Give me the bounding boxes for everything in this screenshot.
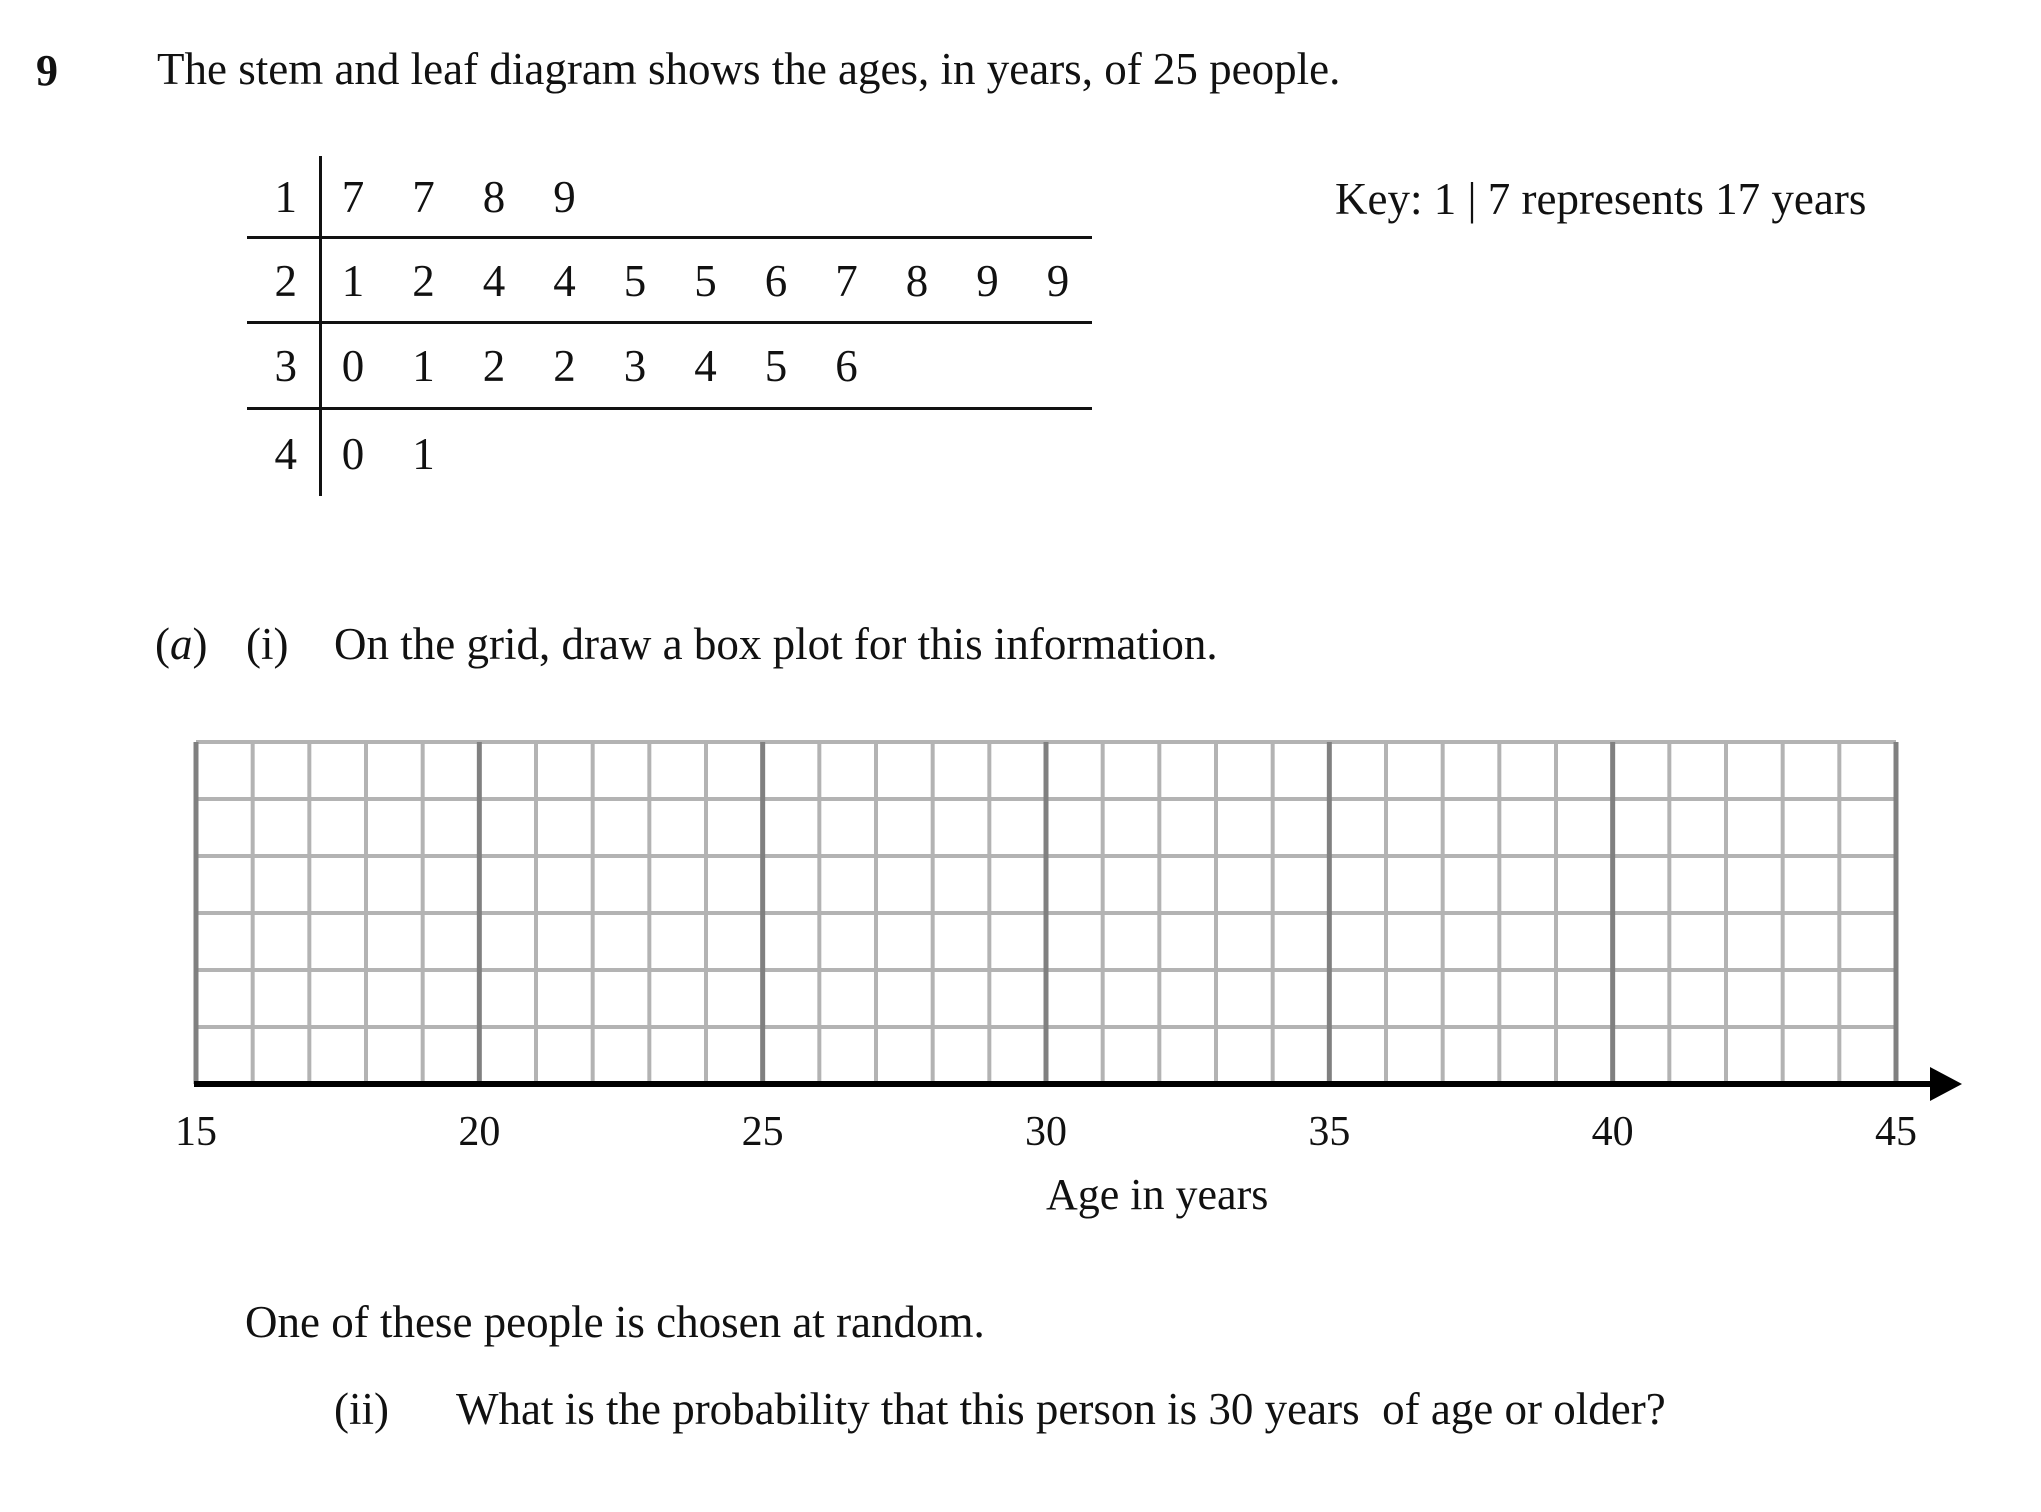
leaf-value: 2 (553, 341, 576, 391)
part-a-label: (a) (155, 619, 208, 669)
leaf-value: 9 (976, 256, 999, 306)
leaf-value: 9 (553, 172, 576, 222)
leaf-value: 8 (905, 256, 929, 306)
axis-label: Age in years (1046, 1170, 1269, 1219)
part-ii-label: (ii) (334, 1384, 389, 1434)
axis-tick-label: 35 (1308, 1109, 1351, 1155)
leaf-value: 0 (341, 429, 365, 479)
axis-tick-label: 15 (175, 1109, 217, 1155)
part-ii-lead: One of these people is chosen at random. (245, 1297, 985, 1347)
leaf-value: 7 (835, 256, 858, 306)
leaf-value: 5 (623, 256, 647, 306)
leaf-value: 8 (482, 172, 506, 222)
leaf-value: 7 (341, 172, 365, 222)
leaf-value: 3 (623, 341, 647, 391)
question-number: 9 (36, 46, 58, 95)
part-a-sub-label: (i) (246, 619, 289, 669)
leaf-value: 0 (341, 341, 365, 391)
leaf-value: 4 (482, 256, 506, 306)
stem-value: 1 (274, 172, 297, 222)
axis-tick-label: 20 (458, 1109, 501, 1155)
axis-tick-label: 30 (1025, 1109, 1067, 1155)
part-ii-question: What is the probability that this person is 30 years of age or older? (456, 1384, 1666, 1434)
stem-leaf-key: Key: 1 | 7 represents 17 years (1335, 174, 1867, 224)
stem-value: 4 (274, 429, 297, 479)
leaf-value: 6 (835, 341, 858, 391)
leaf-value: 6 (764, 256, 788, 306)
leaf-value: 2 (482, 341, 506, 391)
axis-arrow-icon (1930, 1067, 1962, 1101)
leaf-value: 1 (412, 429, 435, 479)
leaf-value: 2 (412, 256, 435, 306)
axis-tick-label: 40 (1591, 1109, 1634, 1155)
leaf-value: 9 (1046, 256, 1070, 306)
stem-value: 2 (274, 256, 297, 306)
axis-tick-label: 25 (741, 1109, 784, 1155)
axis-tick-label: 45 (1875, 1109, 1917, 1155)
stem-value: 3 (274, 341, 297, 391)
leaf-value: 5 (694, 256, 717, 306)
leaf-value: 4 (694, 341, 717, 391)
leaf-value: 4 (553, 256, 576, 306)
question-intro: The stem and leaf diagram shows the ages, in years, of 25 people. (157, 44, 1341, 94)
leaf-value: 5 (764, 341, 788, 391)
leaf-value: 7 (412, 172, 435, 222)
leaf-value: 1 (341, 256, 365, 306)
leaf-value: 1 (412, 341, 435, 391)
part-a-instruction: On the grid, draw a box plot for this information. (334, 619, 1218, 669)
